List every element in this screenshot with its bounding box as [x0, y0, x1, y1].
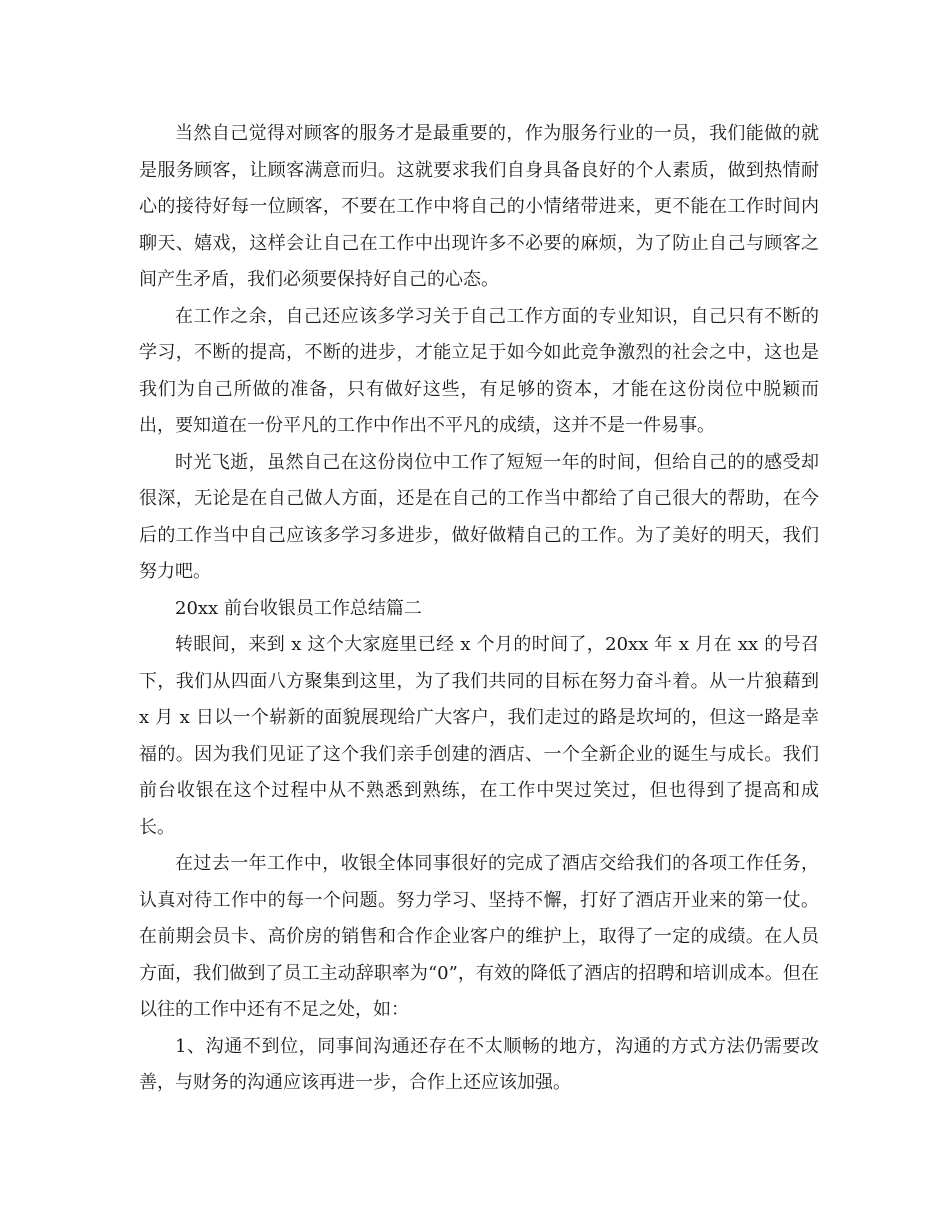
paragraph-professional-study: 在工作之余，自己还应该多学习关于自己工作方面的专业知识，自己只有不断的学习，不断的提高，不断的进步，才能立足于如今如此竞争激烈的社会之中，这也是我们为自己所做的准备，只有做好这些，有足够的资本，才能在这份岗位中脱颖而出，要知道在一份平凡的工作中作出不平凡的成绩，这并不是一件易事。 — [139, 305, 819, 436]
paragraph-customer-service: 当然自己觉得对顾客的服务才是最重要的，作为服务行业的一员，我们能做的就是服务顾客，让顾客满意而归。这就要求我们自身具备良好的个人素质，做到热情耐心的接待好每一位顾客，不要在工作中将自己的小情绪带进来，更不能在工作时间内聊天、嬉戏，这样会让自己在工作中出现许多不必要的麻烦，为了防止自己与顾客之间产生矛盾，我们必须要保持好自己的心态。 — [139, 123, 819, 290]
section-title: 20xx 前台收银员工作总结篇二 — [175, 597, 422, 619]
document-body — [139, 116, 819, 1102]
paragraph-conclusion: 时光飞逝，虽然自己在这份岗位中工作了短短一年的时间，但给自己的的感受却很深，无论是在自己做人方面，还是在自己的工作当中都给了自己很大的帮助，在今后的工作当中自己应该多学习多进步，做好做精自己的工作。为了美好的明天，我们努力吧。 — [139, 451, 819, 582]
paragraph-introduction: 转眼间，来到 x 这个大家庭里已经 x 个月的时间了，20xx 年 x 月在 xx 的号召下，我们从四面八方聚集到这里，为了我们共同的目标在努力奋斗着。从一片狼藉到 x 月 x 日以一个崭新的面貌展现给广大客户，我们走过的路是坎坷的，但这一路是幸福的。因为我们见证了这个我们亲手创建的酒店、一个全新企业的诞生与成长。我们前台收银在这个过程中从不熟悉到熟练，在工作中哭过笑过，但也得到了提高和成长。 — [139, 634, 819, 838]
paragraph-shortcoming-1: 1、沟通不到位，同事间沟通还存在不太顺畅的地方，沟通的方式方法仍需要改善，与财务的沟通应该再进一步，合作上还应该加强。 — [139, 1035, 819, 1093]
paragraph-achievements: 在过去一年工作中，收银全体同事很好的完成了酒店交给我们的各项工作任务，认真对待工作中的每一个问题。努力学习、坚持不懈，打好了酒店开业来的第一仗。在前期会员卡、高价房的销售和合作企业客户的维护上，取得了一定的成绩。在人员方面，我们做到了员工主动辞职率为“0”，有效的降低了酒店的招聘和培训成本。但在以往的工作中还有不足之处，如： — [139, 853, 819, 1020]
